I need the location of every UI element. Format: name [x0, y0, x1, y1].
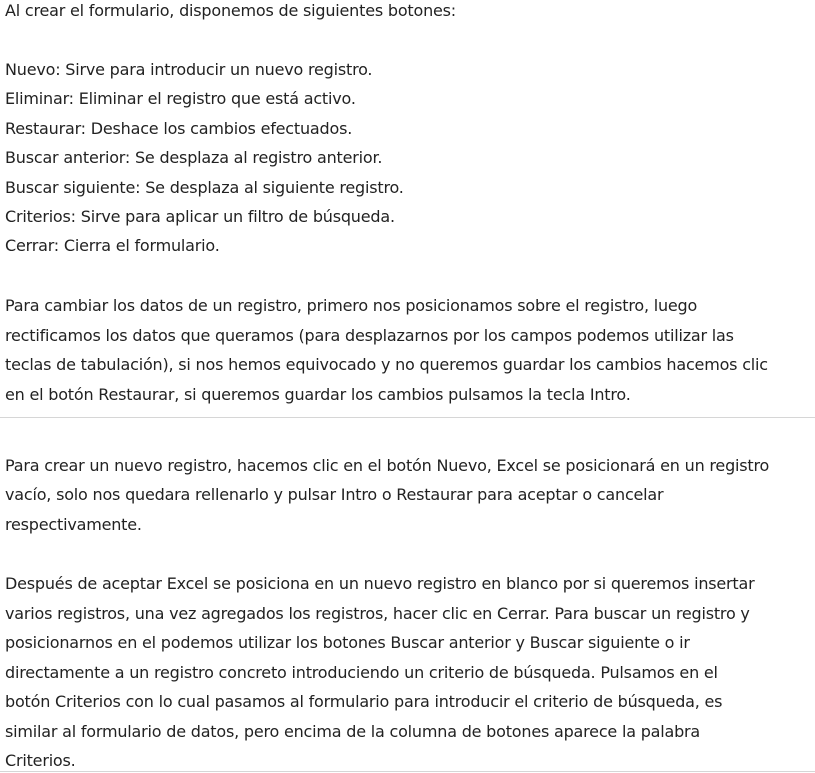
- paragraph-line: Después de aceptar Excel se posiciona en un nuevo registro en blanco por si queremos insertar: [5, 574, 755, 593]
- button-description: Eliminar: Eliminar el registro que está activo.: [5, 89, 356, 108]
- paragraph-line: Para cambiar los datos de un registro, primero nos posicionamos sobre el registro, luego: [5, 296, 698, 315]
- paragraph-line: botón Criterios con lo cual pasamos al formulario para introducir el criterio de búsqueda, es: [5, 692, 723, 711]
- button-description: Buscar siguiente: Se desplaza al siguiente registro.: [5, 178, 404, 197]
- button-description: Buscar anterior: Se desplaza al registro anterior.: [5, 148, 383, 167]
- paragraph-line: respectivamente.: [5, 515, 142, 534]
- paragraph-line: rectificamos los datos que queramos (para desplazarnos por los campos podemos utilizar las: [5, 326, 734, 345]
- paragraph-line: directamente a un registro concreto introduciendo un criterio de búsqueda. Pulsamos en el: [5, 663, 718, 682]
- paragraph-line: en el botón Restaurar, si queremos guardar los cambios pulsamos la tecla Intro.: [5, 385, 631, 404]
- button-description: Restaurar: Deshace los cambios efectuados.: [5, 119, 353, 138]
- bottom-divider: [0, 771, 815, 772]
- button-description: Cerrar: Cierra el formulario.: [5, 236, 220, 255]
- paragraph-line: Criterios.: [5, 751, 76, 770]
- section-divider: [0, 417, 815, 418]
- paragraph-line: vacío, solo nos quedara rellenarlo y pulsar Intro o Restaurar para aceptar o cancelar: [5, 485, 664, 504]
- paragraph-line: varios registros, una vez agregados los registros, hacer clic en Cerrar. Para buscar un registro y: [5, 604, 750, 623]
- button-description: Nuevo: Sirve para introducir un nuevo registro.: [5, 60, 373, 79]
- paragraph-line: Para crear un nuevo registro, hacemos clic en el botón Nuevo, Excel se posicionará en un registro: [5, 456, 770, 475]
- button-description: Criterios: Sirve para aplicar un filtro de búsqueda.: [5, 207, 395, 226]
- paragraph-line: teclas de tabulación), si nos hemos equivocado y no queremos guardar los cambios hacemos clic: [5, 355, 768, 374]
- paragraph-line: posicionarnos en el podemos utilizar los botones Buscar anterior y Buscar siguiente o ir: [5, 633, 690, 652]
- intro-text: Al crear el formulario, disponemos de siguientes botones:: [5, 1, 456, 20]
- paragraph-line: similar al formulario de datos, pero encima de la columna de botones aparece la palabra: [5, 722, 701, 741]
